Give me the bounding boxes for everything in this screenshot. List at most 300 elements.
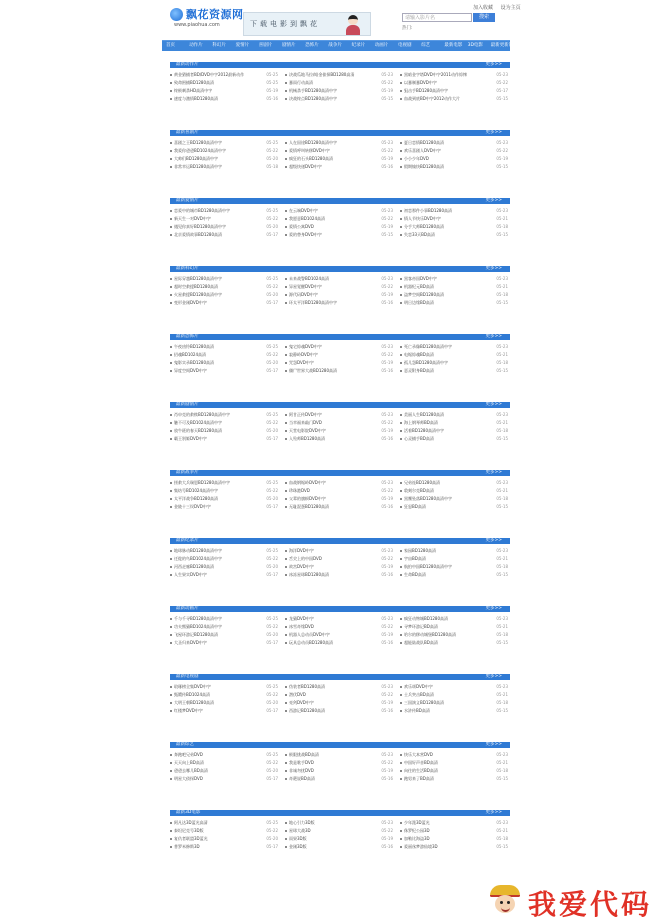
- movie-title-link[interactable]: 午夜凶铃BD1280高清: [174, 344, 215, 349]
- movie-title-link[interactable]: 哈尔的移动城堡BD1280高清: [404, 632, 457, 637]
- movie-list-item[interactable]: [170, 367, 278, 374]
- movie-list-item[interactable]: [170, 79, 278, 86]
- movie-title-link[interactable]: 失恋33天BD高清: [404, 232, 435, 237]
- movie-title-link[interactable]: 中国好声音BD高清: [404, 760, 438, 765]
- movie-title-link[interactable]: 夏日恋情BD1280高清: [404, 140, 445, 145]
- movie-title-link[interactable]: 超能陆战队BD高清: [404, 640, 438, 645]
- movie-list-item[interactable]: [170, 835, 278, 842]
- movie-title-link[interactable]: 心灵捕手BD高清: [404, 436, 434, 441]
- movie-title-link[interactable]: 侏罗纪公园3D: [404, 828, 430, 833]
- movie-title-link[interactable]: 黑客帝国DVD中字: [404, 276, 437, 281]
- movie-list-item[interactable]: [400, 223, 508, 230]
- movie-list-item[interactable]: [170, 691, 278, 698]
- movie-list-item[interactable]: [400, 503, 508, 510]
- movie-list-item[interactable]: [285, 283, 393, 290]
- homepage-link[interactable]: 设为主页: [500, 5, 521, 11]
- movie-list-item[interactable]: [285, 683, 393, 690]
- movie-list-item[interactable]: [170, 359, 278, 366]
- movie-title-link[interactable]: 血战钢锯岭DVD中字: [289, 480, 326, 485]
- movie-list-item[interactable]: [170, 87, 278, 94]
- movie-list-item[interactable]: [400, 751, 508, 758]
- movie-title-link[interactable]: 源代码DVD中字: [289, 292, 318, 297]
- movie-title-link[interactable]: 红楼梦DVD中字: [174, 708, 203, 713]
- movie-title-link[interactable]: 明星大侦探DVD: [174, 776, 203, 781]
- more-link[interactable]: 更多>>: [485, 266, 502, 271]
- movie-title-link[interactable]: 决战终点BD1280高清中字: [289, 96, 338, 101]
- movie-title-link[interactable]: 在云端DVD中字: [289, 208, 318, 213]
- movie-title-link[interactable]: 伪装者BD1280高清: [289, 684, 326, 689]
- more-link[interactable]: 更多>>: [485, 674, 502, 679]
- movie-list-item[interactable]: [400, 155, 508, 162]
- movie-title-link[interactable]: 冰冻星球BD1280高清: [289, 572, 330, 577]
- movie-title-link[interactable]: 咒怨DVD中字: [289, 360, 314, 365]
- movie-title-link[interactable]: 入殓师BD1280高清: [289, 436, 326, 441]
- nav-item[interactable]: 喜剧片: [258, 43, 273, 48]
- nav-item[interactable]: 3D电影: [467, 43, 483, 48]
- movie-title-link[interactable]: 异星觉醒DVD中字: [289, 284, 322, 289]
- movie-list-item[interactable]: [400, 835, 508, 842]
- movie-title-link[interactable]: 潜伏DVD: [289, 692, 306, 697]
- movie-title-link[interactable]: 异度空间DVD中字: [174, 368, 207, 373]
- movie-list-item[interactable]: [170, 147, 278, 154]
- movie-title-link[interactable]: 僵尸世界大战BD1280高清: [289, 368, 338, 373]
- movie-title-link[interactable]: 当幸福来敲门DVD: [289, 420, 322, 425]
- movie-title-link[interactable]: 霸王别姬DVD中字: [174, 436, 207, 441]
- movie-list-item[interactable]: [400, 367, 508, 374]
- more-link[interactable]: 更多>>: [485, 538, 502, 543]
- movie-list-item[interactable]: [170, 767, 278, 774]
- movie-title-link[interactable]: 飞屋环游记BD1280高清: [174, 632, 219, 637]
- movie-list-item[interactable]: [285, 767, 393, 774]
- movie-list-item[interactable]: [285, 751, 393, 758]
- movie-list-item[interactable]: [400, 495, 508, 502]
- movie-list-item[interactable]: [170, 283, 278, 290]
- more-link[interactable]: 更多>>: [485, 470, 502, 475]
- movie-list-item[interactable]: [170, 495, 278, 502]
- movie-title-link[interactable]: 活着BD1280高清中字: [404, 428, 445, 433]
- movie-title-link[interactable]: 美丽人生BD1280高清: [404, 412, 445, 417]
- nav-item[interactable]: 最新电影: [444, 43, 463, 48]
- movie-list-item[interactable]: [170, 95, 278, 102]
- more-link[interactable]: 更多>>: [485, 62, 502, 67]
- movie-list-item[interactable]: [285, 639, 393, 646]
- movie-list-item[interactable]: [170, 555, 278, 562]
- movie-title-link[interactable]: 暴雨行动高清: [289, 80, 313, 85]
- movie-title-link[interactable]: 寻梦环游记BD高清: [404, 624, 438, 629]
- movie-list-item[interactable]: [285, 835, 393, 842]
- more-link[interactable]: 更多>>: [485, 130, 502, 135]
- movie-list-item[interactable]: [400, 639, 508, 646]
- movie-list-item[interactable]: [170, 163, 278, 170]
- movie-list-item[interactable]: [400, 343, 508, 350]
- movie-list-item[interactable]: [400, 683, 508, 690]
- movie-list-item[interactable]: [400, 351, 508, 358]
- movie-title-link[interactable]: 新天生一对DVD中字: [174, 216, 211, 221]
- nav-item[interactable]: 动画片: [374, 43, 389, 48]
- movie-list-item[interactable]: [285, 291, 393, 298]
- movie-list-item[interactable]: [285, 343, 393, 350]
- movie-list-item[interactable]: [400, 759, 508, 766]
- movie-title-link[interactable]: 家园BD1280高清: [404, 548, 437, 553]
- movie-title-link[interactable]: 恋爱中的城市BD1280高清中字: [174, 208, 231, 213]
- movie-title-link[interactable]: 我是歌手DVD: [289, 760, 314, 765]
- movie-list-item[interactable]: [400, 71, 508, 78]
- movie-title-link[interactable]: 海上钢琴师BD高清: [404, 420, 438, 425]
- movie-list-item[interactable]: [400, 843, 508, 850]
- movie-title-link[interactable]: 复仇者联盟3D蓝光: [174, 836, 208, 841]
- movie-list-item[interactable]: [285, 411, 393, 418]
- movie-list-item[interactable]: [170, 487, 278, 494]
- movie-list-item[interactable]: [285, 555, 393, 562]
- movie-list-item[interactable]: [170, 215, 278, 222]
- movie-list-item[interactable]: [400, 95, 508, 102]
- movie-list-item[interactable]: [400, 819, 508, 826]
- movie-title-link[interactable]: 金陵十三钗DVD中字: [174, 504, 211, 509]
- movie-title-link[interactable]: 爱丽丝梦游仙境3D: [404, 844, 438, 849]
- movie-title-link[interactable]: 机器人总动员DVD中字: [289, 632, 330, 637]
- movie-title-link[interactable]: 疯狂动物城BD1280高清: [404, 616, 449, 621]
- movie-title-link[interactable]: 狂怒BD高清: [404, 504, 426, 509]
- movie-title-link[interactable]: 奔跑吧兄弟DVD: [174, 752, 203, 757]
- movie-list-item[interactable]: [285, 775, 393, 782]
- movie-title-link[interactable]: 盗梦空间BD1280高清: [404, 292, 445, 297]
- movie-list-item[interactable]: [400, 359, 508, 366]
- movie-list-item[interactable]: [400, 699, 508, 706]
- movie-title-link[interactable]: 奇葩说BD高清: [289, 776, 315, 781]
- movie-title-link[interactable]: 大圣归来DVD中字: [174, 640, 207, 645]
- movie-title-link[interactable]: 海洋DVD中字: [289, 548, 314, 553]
- movie-list-item[interactable]: [400, 827, 508, 834]
- movie-title-link[interactable]: 加勒比海盗3D: [404, 836, 430, 841]
- more-link[interactable]: 更多>>: [485, 402, 502, 407]
- movie-list-item[interactable]: [400, 547, 508, 554]
- nav-item[interactable]: 科幻片: [212, 43, 226, 48]
- movie-list-item[interactable]: [400, 623, 508, 630]
- movie-title-link[interactable]: 航拍中国BD1280高清中字: [404, 564, 453, 569]
- search-input[interactable]: 请输入影片名: [402, 13, 472, 22]
- movie-list-item[interactable]: [170, 843, 278, 850]
- nav-item[interactable]: 纪录片: [351, 43, 366, 48]
- movie-title-link[interactable]: 爸爸去哪儿BD高清: [174, 768, 208, 773]
- movie-list-item[interactable]: [285, 215, 393, 222]
- movie-title-link[interactable]: 黑鹰坠落BD1280高清中字: [404, 496, 453, 501]
- movie-list-item[interactable]: [285, 623, 393, 630]
- movie-title-link[interactable]: 以暴制暴DVD中字: [404, 80, 437, 85]
- movie-title-link[interactable]: 三国演义BD1280高清: [404, 700, 445, 705]
- movie-list-item[interactable]: [285, 275, 393, 282]
- movie-list-item[interactable]: [170, 623, 278, 630]
- movie-title-link[interactable]: 终极刺杀HD高清中字: [174, 88, 213, 93]
- movie-title-link[interactable]: 电锯惊魂BD高清: [404, 352, 434, 357]
- movie-list-item[interactable]: [400, 555, 508, 562]
- movie-list-item[interactable]: [170, 275, 278, 282]
- nav-item[interactable]: 综艺: [421, 43, 431, 48]
- movie-title-link[interactable]: 跑男来了BD高清: [404, 776, 434, 781]
- movie-title-link[interactable]: 黑暗金字塔DVD中字2011动作惊悚: [404, 72, 468, 77]
- movie-title-link[interactable]: 少年派3D蓝光: [404, 820, 430, 825]
- movie-list-item[interactable]: [285, 95, 393, 102]
- movie-list-item[interactable]: [170, 503, 278, 510]
- movie-list-item[interactable]: [170, 819, 278, 826]
- movie-title-link[interactable]: 地心引力3D版: [289, 820, 315, 825]
- bookmark-link[interactable]: 加入收藏: [473, 5, 494, 11]
- movie-list-item[interactable]: [170, 71, 278, 78]
- movie-list-item[interactable]: [285, 563, 393, 570]
- movie-title-link[interactable]: 环太平洋BD1280高清中字: [289, 300, 338, 305]
- movie-list-item[interactable]: [170, 827, 278, 834]
- movie-title-link[interactable]: 鬼影实录BD1280高清: [174, 360, 215, 365]
- movie-list-item[interactable]: [285, 419, 393, 426]
- movie-title-link[interactable]: 黄金猎捕者BD/DVD中字2012最新动作: [174, 72, 245, 77]
- movie-title-link[interactable]: 河西走廊BD1280高清: [174, 564, 215, 569]
- movie-list-item[interactable]: [285, 707, 393, 714]
- movie-title-link[interactable]: 非诚勿扰DVD: [289, 768, 314, 773]
- movie-title-link[interactable]: 鬼宅惊魂DVD中字: [289, 344, 322, 349]
- movie-title-link[interactable]: 非常幸运BD1280高清中字: [174, 164, 223, 169]
- movie-title-link[interactable]: 兄弟连BD1280高清: [404, 480, 441, 485]
- movie-list-item[interactable]: [400, 631, 508, 638]
- movie-list-item[interactable]: [400, 139, 508, 146]
- more-link[interactable]: 更多>>: [485, 742, 502, 747]
- movie-title-link[interactable]: 血战到底BD中字2012动作大片: [404, 96, 461, 101]
- movie-title-link[interactable]: 无耻混蛋BD1280高清: [289, 504, 330, 509]
- movie-title-link[interactable]: 泰坦尼克号3D版: [174, 828, 204, 833]
- movie-list-item[interactable]: [285, 571, 393, 578]
- movie-list-item[interactable]: [400, 691, 508, 698]
- movie-title-link[interactable]: 欢乐颂DVD中字: [404, 684, 433, 689]
- movie-list-item[interactable]: [170, 343, 278, 350]
- movie-list-item[interactable]: [285, 631, 393, 638]
- movie-title-link[interactable]: 未来战警BD1024高清: [289, 276, 330, 281]
- movie-title-link[interactable]: 亮剑DVD中字: [289, 700, 314, 705]
- movie-title-link[interactable]: 金刚3D版: [289, 844, 307, 849]
- movie-title-link[interactable]: 死亡录像BD1280高清中字: [404, 344, 453, 349]
- movie-title-link[interactable]: 宇宙BD高清: [404, 556, 426, 561]
- movie-title-link[interactable]: 父辈的旗帜DVD中字: [289, 496, 326, 501]
- movie-list-item[interactable]: [400, 563, 508, 570]
- movie-title-link[interactable]: 变形金刚DVD中字: [174, 300, 207, 305]
- movie-title-link[interactable]: 大帅们BD1280高清中字: [174, 156, 219, 161]
- movie-title-link[interactable]: 天天向上BD高清: [174, 760, 204, 765]
- movie-list-item[interactable]: [285, 351, 393, 358]
- movie-list-item[interactable]: [400, 419, 508, 426]
- movie-list-item[interactable]: [285, 503, 393, 510]
- movie-list-item[interactable]: [400, 283, 508, 290]
- movie-list-item[interactable]: [285, 231, 393, 238]
- movie-title-link[interactable]: 星球大战3D: [289, 828, 311, 833]
- movie-title-link[interactable]: 小小少年DVD: [404, 156, 429, 161]
- movie-list-item[interactable]: [170, 563, 278, 570]
- movie-list-item[interactable]: [170, 615, 278, 622]
- movie-title-link[interactable]: 北京爱情故事BD1280高清: [174, 232, 223, 237]
- movie-title-link[interactable]: 阿甘正传DVD中字: [289, 412, 322, 417]
- movie-title-link[interactable]: 太平洋战争BD1280高清: [174, 496, 219, 501]
- movie-list-item[interactable]: [285, 139, 393, 146]
- movie-title-link[interactable]: 星际穿越BD1280高清中字: [174, 276, 223, 281]
- more-link[interactable]: 更多>>: [485, 810, 502, 815]
- movie-list-item[interactable]: [170, 299, 278, 306]
- movie-title-link[interactable]: 狙击手BD1280高清中字: [404, 88, 449, 93]
- movie-list-item[interactable]: [170, 699, 278, 706]
- movie-title-link[interactable]: 水浒传BD高清: [404, 708, 430, 713]
- movie-list-item[interactable]: [285, 759, 393, 766]
- movie-list-item[interactable]: [285, 495, 393, 502]
- nav-item[interactable]: 电视剧: [398, 43, 412, 48]
- movie-list-item[interactable]: [170, 571, 278, 578]
- movie-list-item[interactable]: [285, 547, 393, 554]
- movie-title-link[interactable]: 爱的替身DVD中字: [289, 232, 322, 237]
- movie-list-item[interactable]: [285, 615, 393, 622]
- more-link[interactable]: 更多>>: [485, 198, 502, 203]
- header-banner[interactable]: [243, 12, 371, 36]
- movie-list-item[interactable]: [285, 155, 393, 162]
- movie-title-link[interactable]: 快乐大本营DVD: [404, 752, 433, 757]
- movie-list-item[interactable]: [170, 291, 278, 298]
- more-link[interactable]: 更多>>: [485, 334, 502, 339]
- movie-title-link[interactable]: 故宫DVD中字: [289, 564, 314, 569]
- movie-title-link[interactable]: 玩具总动员BD1280高清: [289, 640, 334, 645]
- movie-list-item[interactable]: [170, 751, 278, 758]
- movie-list-item[interactable]: [400, 487, 508, 494]
- movie-list-item[interactable]: [400, 427, 508, 434]
- movie-list-item[interactable]: [285, 79, 393, 86]
- movie-title-link[interactable]: 拯救大兵瑞恩BD1280高清中字: [174, 480, 231, 485]
- movie-list-item[interactable]: [400, 571, 508, 578]
- movie-list-item[interactable]: [400, 207, 508, 214]
- movie-title-link[interactable]: 机械杀手BD1280高清中字: [289, 88, 338, 93]
- movie-list-item[interactable]: [285, 819, 393, 826]
- nav-item[interactable]: 最新更新的电影: [490, 43, 523, 48]
- movie-list-item[interactable]: [400, 215, 508, 222]
- movie-list-item[interactable]: [285, 699, 393, 706]
- movie-list-item[interactable]: [170, 155, 278, 162]
- movie-list-item[interactable]: [170, 139, 278, 146]
- movie-list-item[interactable]: [400, 79, 508, 86]
- movie-title-link[interactable]: 喜剧之王BD1280高清中字: [174, 140, 223, 145]
- movie-title-link[interactable]: 机器纪元BD高清: [404, 284, 434, 289]
- movie-title-link[interactable]: 冰雪奇缘DVD: [289, 624, 314, 629]
- movie-title-link[interactable]: 爱情呼叫转移DVD中字: [289, 148, 330, 153]
- movie-title-link[interactable]: 肖申克的救赎BD1280高清中字: [174, 412, 231, 417]
- movie-list-item[interactable]: [400, 163, 508, 170]
- movie-title-link[interactable]: 地球脉动BD1280高清中字: [174, 548, 223, 553]
- movie-list-item[interactable]: [170, 207, 278, 214]
- movie-list-item[interactable]: [400, 767, 508, 774]
- movie-title-link[interactable]: 人生果实DVD中字: [174, 572, 207, 577]
- movie-title-link[interactable]: 遇见你真好BD1280高清中字: [174, 224, 227, 229]
- movie-list-item[interactable]: [400, 291, 508, 298]
- movie-title-link[interactable]: 雨果3D版: [289, 836, 307, 841]
- movie-title-link[interactable]: 向往的生活BD高清: [404, 768, 438, 773]
- movie-list-item[interactable]: [285, 487, 393, 494]
- movie-title-link[interactable]: 珍珠港DVD: [289, 488, 310, 493]
- movie-list-item[interactable]: [285, 691, 393, 698]
- movie-list-item[interactable]: [170, 639, 278, 646]
- movie-list-item[interactable]: [285, 435, 393, 442]
- movie-list-item[interactable]: [285, 87, 393, 94]
- movie-title-link[interactable]: 我愿意BD1024高清: [289, 216, 326, 221]
- movie-title-link[interactable]: 火星救援BD1280高清中字: [174, 292, 223, 297]
- movie-list-item[interactable]: [400, 299, 508, 306]
- movie-title-link[interactable]: 明日边缘BD高清: [404, 300, 434, 305]
- movie-title-link[interactable]: 分手大师BD1280高清: [404, 224, 445, 229]
- movie-title-link[interactable]: 琅琊榜全集DVD中字: [174, 684, 211, 689]
- search-button[interactable]: 搜索: [473, 13, 495, 22]
- movie-title-link[interactable]: 速度与激情BD1280高清: [174, 96, 219, 101]
- movie-title-link[interactable]: 疯狂的石头BD1280高清: [289, 156, 334, 161]
- movie-list-item[interactable]: [400, 707, 508, 714]
- movie-list-item[interactable]: [285, 427, 393, 434]
- movie-list-item[interactable]: [170, 759, 278, 766]
- movie-list-item[interactable]: [400, 615, 508, 622]
- movie-title-link[interactable]: 集结号BD1024高清中字: [174, 488, 219, 493]
- movie-list-item[interactable]: [170, 707, 278, 714]
- movie-list-item[interactable]: [285, 163, 393, 170]
- movie-title-link[interactable]: 人在囧途BD1280高清中字: [289, 140, 338, 145]
- movie-list-item[interactable]: [285, 71, 393, 78]
- movie-title-link[interactable]: 假期愉快BD1280高清: [404, 164, 445, 169]
- movie-list-item[interactable]: [170, 775, 278, 782]
- movie-title-link[interactable]: 大明王朝BD1280高清: [174, 700, 215, 705]
- nav-item[interactable]: 战争片: [328, 43, 342, 48]
- movie-list-item[interactable]: [170, 435, 278, 442]
- movie-list-item[interactable]: [285, 359, 393, 366]
- movie-title-link[interactable]: 千与千寻BD1280高清中字: [174, 616, 223, 621]
- movie-list-item[interactable]: [170, 223, 278, 230]
- movie-title-link[interactable]: 初恋那件小事BD1280高清: [404, 208, 453, 213]
- movie-title-link[interactable]: 舌尖上的中国DVD: [289, 556, 322, 561]
- movie-list-item[interactable]: [400, 411, 508, 418]
- movie-title-link[interactable]: 情人节快乐DVD中字: [404, 216, 441, 221]
- movie-list-item[interactable]: [400, 275, 508, 282]
- movie-title-link[interactable]: 天堂电影院DVD中字: [289, 428, 326, 433]
- movie-title-link[interactable]: 恶灵附身BD高清: [404, 368, 434, 373]
- movie-list-item[interactable]: [170, 419, 278, 426]
- movie-title-link[interactable]: 致命围捕BD1280高清: [174, 80, 215, 85]
- movie-title-link[interactable]: 迁徙的鸟BD1024高清中字: [174, 556, 223, 561]
- movie-list-item[interactable]: [170, 427, 278, 434]
- movie-title-link[interactable]: 功夫熊猫BD1024高清中字: [174, 624, 223, 629]
- movie-title-link[interactable]: 触不可及BD1024高清中字: [174, 420, 223, 425]
- movie-title-link[interactable]: 敦刻尔克BD高清: [404, 488, 434, 493]
- more-link[interactable]: 更多>>: [485, 606, 502, 611]
- movie-title-link[interactable]: 龙猫DVD中字: [289, 616, 314, 621]
- movie-list-item[interactable]: [285, 147, 393, 154]
- site-logo[interactable]: [170, 3, 244, 35]
- movie-list-item[interactable]: [400, 479, 508, 486]
- movie-list-item[interactable]: [400, 87, 508, 94]
- movie-list-item[interactable]: [285, 299, 393, 306]
- movie-list-item[interactable]: [170, 547, 278, 554]
- movie-title-link[interactable]: 极限挑战BD高清: [289, 752, 319, 757]
- movie-title-link[interactable]: 超级快递DVD中字: [289, 164, 322, 169]
- movie-list-item[interactable]: [285, 479, 393, 486]
- movie-title-link[interactable]: 寂静岭DVD中字: [289, 352, 318, 357]
- movie-title-link[interactable]: 放牛班的春天BD1280高清: [174, 428, 223, 433]
- movie-title-link[interactable]: 爱情公寓DVD: [289, 224, 314, 229]
- nav-item[interactable]: 剧情片: [282, 43, 296, 48]
- movie-title-link[interactable]: 阿凡达3D蓝光高清: [174, 820, 208, 825]
- movie-list-item[interactable]: [285, 367, 393, 374]
- movie-title-link[interactable]: 我爱你爸爸BD1024高清中字: [174, 148, 227, 153]
- movie-list-item[interactable]: [170, 683, 278, 690]
- movie-list-item[interactable]: [170, 631, 278, 638]
- movie-list-item[interactable]: [170, 231, 278, 238]
- movie-title-link[interactable]: 超时空救援BD1280高清: [174, 284, 219, 289]
- movie-title-link[interactable]: 生命BD高清: [404, 572, 426, 577]
- movie-title-link[interactable]: 普罗米修斯3D: [174, 844, 200, 849]
- movie-title-link[interactable]: 欢乐喜剧人DVD中字: [404, 148, 441, 153]
